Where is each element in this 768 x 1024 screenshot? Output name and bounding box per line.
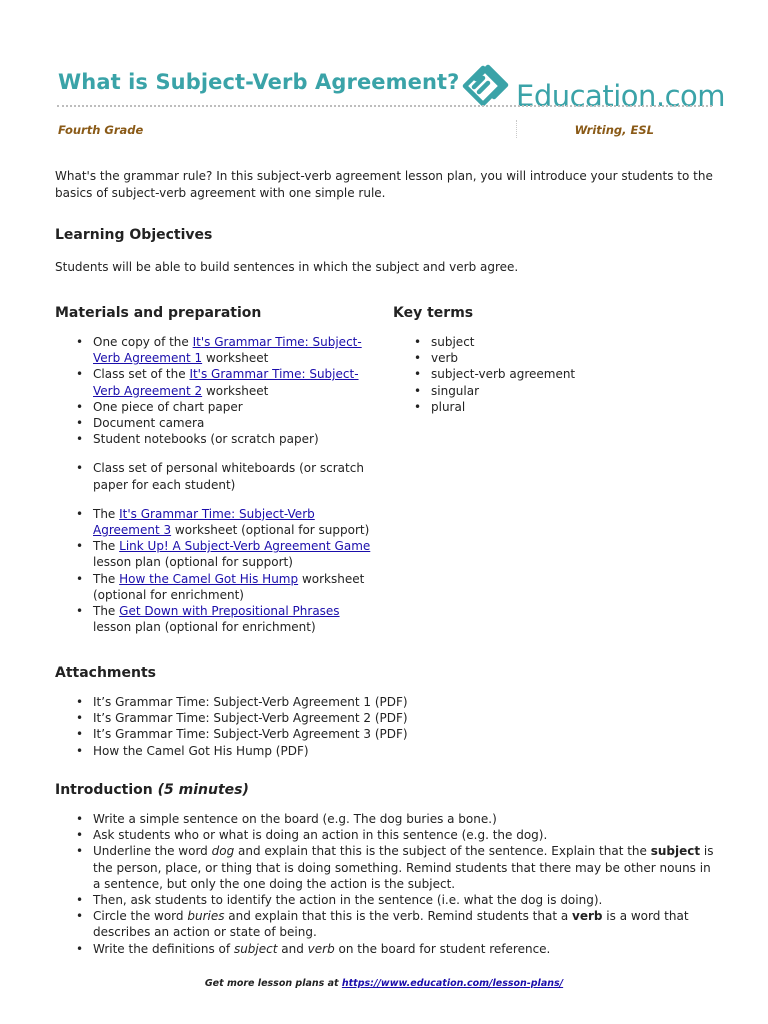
step-text: and explain that this is the subject of the sentence. Explain that the	[234, 844, 651, 859]
material-text: Class set of personal whiteboards (or scratch paper for each student)	[93, 461, 364, 492]
material-text: Student notebooks (or scratch paper)	[93, 432, 319, 447]
step-text: verb	[572, 909, 603, 924]
list-item	[55, 506, 380, 538]
key-term: • plural	[393, 399, 693, 415]
introduction-step	[55, 827, 720, 843]
introduction-heading	[55, 782, 249, 798]
list-item	[55, 603, 380, 635]
material-text: The	[93, 506, 120, 521]
introduction-step	[55, 811, 720, 827]
introduction-step	[55, 892, 720, 908]
introduction-step	[55, 941, 720, 957]
step-text: is a word that describes an action or state of being.	[93, 909, 689, 940]
material-text: worksheet (optional for support)	[171, 523, 370, 538]
step-text: Ask students who or what is doing an action in this sentence (e.g. the dog).	[93, 828, 548, 843]
step-text: subject	[233, 941, 278, 956]
footer-text: Get more lesson plans at	[204, 978, 342, 989]
step-text: and explain that this is the verb. Remind students that a	[224, 909, 573, 924]
step-text: and	[277, 941, 308, 956]
material-text: The	[93, 604, 120, 619]
key-terms-list	[393, 334, 693, 415]
key-term: • verb	[393, 350, 693, 366]
list-item	[55, 415, 380, 431]
materials-heading: Materials and preparation	[55, 305, 262, 321]
list-item	[55, 571, 380, 603]
attachment-item[interactable]: • How the Camel Got His Hump (PDF)	[55, 743, 715, 759]
key-term: • singular	[393, 383, 693, 399]
material-link[interactable]: Link Up! A Subject-Verb Agreement Game	[119, 539, 371, 554]
key-terms-heading: Key terms	[393, 305, 474, 321]
material-text: worksheet	[202, 383, 269, 398]
introduction-steps-list	[55, 811, 720, 957]
attachment-item[interactable]: • It’s Grammar Time: Subject-Verb Agreement 2 (PDF)	[55, 710, 715, 726]
key-term: • subject-verb agreement	[393, 366, 693, 382]
introduction-duration: (5 minutes)	[157, 782, 249, 798]
list-item	[55, 366, 380, 398]
list-item	[55, 399, 380, 415]
step-text: Write the definitions of	[93, 941, 234, 956]
material-link[interactable]: It's Grammar Time: Subject-Verb Agreement 3	[93, 506, 315, 538]
step-text: Write a simple sentence on the board (e.g. The dog buries a bone.)	[93, 812, 497, 826]
intro-paragraph: What's the grammar rule? In this subject-verb agreement lesson plan, you will introduce your students to the basics of subject-verb agreement with one simple rule.	[55, 169, 713, 200]
education-logo[interactable]	[455, 56, 726, 113]
introduction-step	[55, 843, 720, 892]
attachment-item[interactable]: • It’s Grammar Time: Subject-Verb Agreement 3 (PDF)	[55, 726, 715, 742]
introduction-step	[55, 908, 720, 940]
material-link[interactable]: It's Grammar Time: Subject-Verb Agreement 2	[93, 367, 359, 398]
grade-label: Fourth Grade	[58, 123, 144, 137]
step-text: Underline the word	[93, 844, 212, 859]
logo-wordmark: Education.com	[516, 79, 726, 113]
attachments-heading: Attachments	[55, 665, 157, 681]
material-link[interactable]: Get Down with Prepositional Phrases	[119, 604, 340, 619]
step-text: Then, ask students to identify the action in the sentence (i.e. what the dog is doing).	[93, 893, 603, 908]
materials-list	[55, 334, 380, 635]
material-text: Document camera	[93, 416, 205, 431]
material-text: lesson plan (optional for support)	[93, 555, 293, 570]
footer-link[interactable]: https://www.education.com/lesson-plans/	[341, 978, 564, 989]
material-text: lesson plan (optional for enrichment)	[93, 620, 316, 635]
attachment-item[interactable]: • It’s Grammar Time: Subject-Verb Agreement 1 (PDF)	[55, 694, 715, 710]
material-text: The	[93, 539, 120, 554]
step-text: verb	[307, 941, 335, 956]
material-text: Class set of the	[93, 367, 190, 382]
material-link[interactable]: It's Grammar Time: Subject-Verb Agreement 1	[93, 335, 362, 366]
learning-objectives-text: Students will be able to build sentences in which the subject and verb agree.	[55, 260, 519, 274]
list-item	[55, 334, 380, 366]
introduction-heading-text: Introduction	[55, 782, 153, 798]
attachments-list	[55, 694, 715, 759]
key-term: • subject	[393, 334, 693, 350]
page-title: What is Subject-Verb Agreement?	[58, 70, 460, 94]
material-link[interactable]: How the Camel Got His Hump	[119, 571, 299, 586]
step-text: on the board for student reference.	[334, 941, 551, 956]
list-item	[55, 431, 380, 447]
step-text: buries	[187, 909, 225, 924]
step-text: subject	[650, 844, 701, 859]
learning-objectives-heading: Learning Objectives	[55, 227, 213, 243]
step-text: dog	[211, 844, 235, 859]
material-text: One piece of chart paper	[93, 399, 243, 414]
material-text: worksheet	[202, 351, 269, 366]
list-item	[55, 460, 380, 492]
footer	[0, 978, 768, 989]
title-divider	[57, 105, 712, 107]
material-text: One copy of the	[93, 335, 193, 349]
step-text: is the person, place, or thing that is doing something. Remind students that there may be other nouns in a sentence, but only the one doing the action is the subject.	[93, 844, 714, 891]
list-item	[55, 538, 380, 570]
education-logo-icon	[455, 56, 515, 112]
material-text: worksheet (optional for enrichment)	[93, 571, 365, 602]
step-text: Circle the word	[93, 909, 188, 924]
meta-divider	[516, 120, 517, 138]
material-text: The	[93, 571, 120, 586]
subject-label: Writing, ESL	[574, 123, 654, 137]
